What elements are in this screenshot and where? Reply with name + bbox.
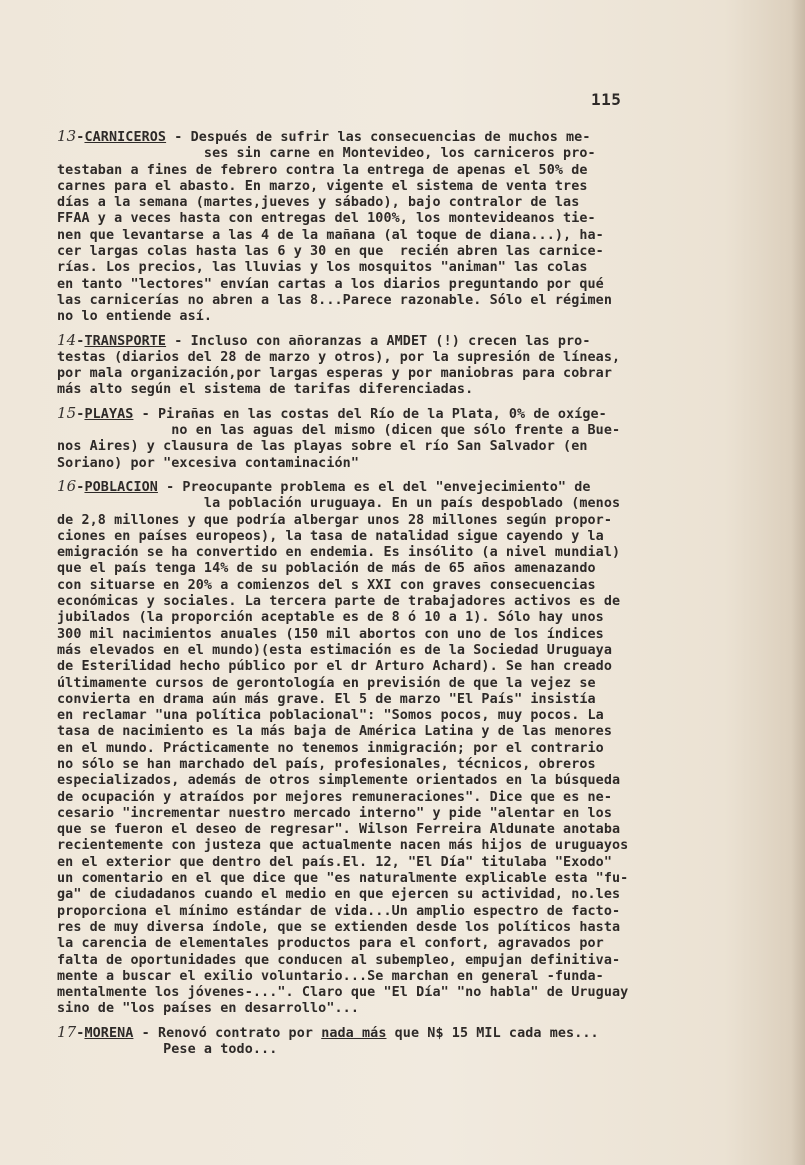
text-line: que el país tenga 14% de su población de más de 65 años amenazando	[57, 561, 596, 577]
text-line: en el exterior que dentro del país.El. 12, "El Día" titulaba "Exodo"	[57, 854, 613, 870]
text-line: la población uruguaya. En un país despoblado (menos	[57, 496, 621, 512]
text-line: especializados, además de otros simplemente orientados en la búsqueda	[57, 773, 621, 789]
entry-first-line: 14-TRANSPORTE - Incluso con añoranzas a AMDET (!) crecen las pro-	[57, 330, 591, 349]
text-line: convierta en drama aún más grave. El 5 de marzo "El País" insistía	[57, 691, 596, 707]
text-line: 300 mil nacimientos anuales (150 mil abortos con uno de los índices	[57, 626, 604, 642]
entry-first-text: - Después de sufrir las consecuencias de muchos me-	[166, 130, 591, 145]
entry-first-text: - Preocupante problema es el del "envejecimiento" de	[157, 479, 591, 495]
text-line: ga" de ciudadanos cuando el medio en que ejercen su actividad, no.les	[57, 887, 621, 903]
text-line: testaban a fines de febrero contra la entrega de apenas el 50% de	[57, 162, 588, 178]
text-line: Pese a todo...	[57, 1042, 278, 1058]
entry-first-line: 13-CARNICEROS - Después de sufrir las consecuencias de muchos me-	[57, 127, 591, 145]
text-line: falta de oportunidades que conducen al subempleo, empujan definitiva-	[57, 952, 621, 968]
text-line: FFAA y a veces hasta con entregas del 100%, los montevideanos tie-	[57, 211, 596, 227]
text-line: por mala organización,por largas esperas y por maniobras para cobrar	[57, 366, 613, 382]
entry-keyword: CARNICEROS	[84, 130, 167, 145]
text-line: ciones en países europeos), la tasa de natalidad sigue cayendo y la	[57, 528, 604, 544]
text-line: cer largas colas hasta las 6 y 30 en que recién abren las carnice-	[57, 244, 604, 260]
entry-carniceros	[57, 128, 672, 326]
entry-number: 13	[57, 127, 77, 145]
text-line: proporciona el mínimo estándar de vida...Un amplio espectro de facto-	[57, 903, 621, 919]
text-line: carnes para el abasto. En marzo, vigente el sistema de venta tres	[57, 178, 588, 194]
text-line: en reclamar "una política poblacional": "Somos pocos, muy pocos. La	[57, 708, 604, 724]
text-line: no sólo se han marchado del país, profesionales, técnicos, obreros	[57, 756, 596, 772]
entry-first-line: 16-POBLACION - Preocupante problema es el del "envejecimiento" de	[57, 476, 591, 495]
text-line: Soriano) por "excesiva contaminación"	[57, 455, 359, 471]
text-line: tasa de nacimiento es la más baja de América Latina y de las menores	[57, 724, 613, 740]
text-line: en tanto "lectores" envían cartas a los diarios preguntando por qué	[57, 276, 604, 292]
text-line: nen que levantarse a las 4 de la mañana (al toque de diana...), ha-	[57, 227, 604, 243]
text-line: rías. Los precios, las lluvias y los mosquitos "animan" las colas	[57, 260, 588, 276]
text-line: testas (diarios del 28 de marzo y otros), por la supresión de líneas,	[57, 349, 621, 365]
text-line: ses sin carne en Montevideo, los carniceros pro-	[57, 146, 596, 162]
text-line: un comentario en el que dice que "es naturalmente explicable esta "fu-	[57, 871, 629, 887]
entry-first-text-end: que N$ 15 MIL cada mes...	[386, 1025, 599, 1041]
text-line: emigración se ha convertido en endemia. Es insólito (a nivel mundial)	[57, 545, 621, 561]
text-line: más alto según el sistema de tarifas diferenciadas.	[57, 382, 474, 398]
text-line: nos Aires) y clausura de las playas sobre el río San Salvador (en	[57, 439, 588, 455]
text-line: sino de "los países en desarrollo"...	[57, 1001, 359, 1017]
entry-keyword: PLAYAS	[84, 406, 134, 422]
text-line: económicas y sociales. La tercera parte de trabajadores activos es de	[57, 594, 621, 610]
text-line: recientemente con justeza que actualmente nacen más hijos de uruguayos	[57, 838, 629, 854]
text-line: de 2,8 millones y que podría albergar unos 28 millones según propor-	[57, 512, 613, 528]
text-line: la carencia de elementales productos para el confort, agravados por	[57, 936, 604, 952]
text-line: en el mundo. Prácticamente no tenemos inmigración; por el contrario	[57, 740, 604, 756]
text-line: con situarse en 20% a comienzos del s XXI con graves consecuencias	[57, 577, 596, 593]
text-line: las carnicerías no abren a las 8...Parece razonable. Sólo el régimen	[57, 292, 613, 308]
entry-number: 16	[57, 476, 77, 495]
entry-first-text: - Incluso con añoranzas a AMDET (!) crecen las pro-	[166, 333, 591, 349]
page-number: 115	[591, 90, 622, 109]
text-line: no lo entiende así.	[57, 309, 213, 325]
text-line: no en las aguas del mismo (dicen que sólo frente a Bue-	[57, 423, 621, 439]
text-line: mentalmente los jóvenes-...". Claro que "El Día" "no habla" de Uruguay	[57, 985, 629, 1001]
entry-number: 14	[57, 330, 77, 349]
entry-first-line: 17-MORENA - Renovó contrato por nada más que N$ 15 MIL cada mes...	[57, 1022, 599, 1041]
text-line: más elevados en el mundo)(esta estimación es de la Sociedad Uruguaya	[57, 642, 613, 658]
text-line: de Esterilidad hecho público por el dr Arturo Achard). Se han creado	[57, 659, 613, 675]
entry-number: 17	[57, 1022, 77, 1041]
entry-keyword: POBLACION	[84, 479, 158, 495]
entry-first-text: - Pirañas en las costas del Río de la Plata, 0% de oxíge-	[133, 406, 607, 422]
entry-poblacion	[57, 478, 672, 1018]
text-line: de ocupación y atraídos por mejores remuneraciones". Dice que es ne-	[57, 789, 613, 805]
page-edge-shadow	[791, 0, 805, 1165]
text-line: que se fueron el deseo de regresar". Wilson Ferreira Aldunate anotaba	[57, 822, 621, 838]
entry-transporte	[57, 332, 672, 399]
entry-number: 15	[57, 403, 77, 422]
entry-keyword: MORENA	[84, 1025, 134, 1041]
text-line: cesario "incrementar nuestro mercado interno" y pide "alentar en los	[57, 805, 613, 821]
underlined-phrase: nada más	[321, 1025, 387, 1041]
entry-first-line: 15-PLAYAS - Pirañas en las costas del Río de la Plata, 0% de oxíge-	[57, 403, 607, 422]
entry-first-text: - Renovó contrato por	[133, 1025, 322, 1041]
text-line: mente a buscar el exilio voluntario...Se marchan en general -funda-	[57, 968, 604, 984]
text-line: jubilados (la proporción aceptable es de 8 ó 10 a 1). Sólo hay unos	[57, 610, 604, 626]
text-line: días a la semana (martes,jueves y sábado), bajo contralor de las	[57, 195, 580, 211]
entry-keyword: TRANSPORTE	[84, 333, 167, 349]
entry-playas	[57, 405, 672, 472]
document-body	[57, 128, 672, 1064]
entry-morena	[57, 1024, 672, 1059]
text-line: últimamente cursos de gerontología en previsión de que la vejez se	[57, 675, 596, 691]
text-line: res de muy diversa índole, que se extienden desde los políticos hasta	[57, 919, 621, 935]
